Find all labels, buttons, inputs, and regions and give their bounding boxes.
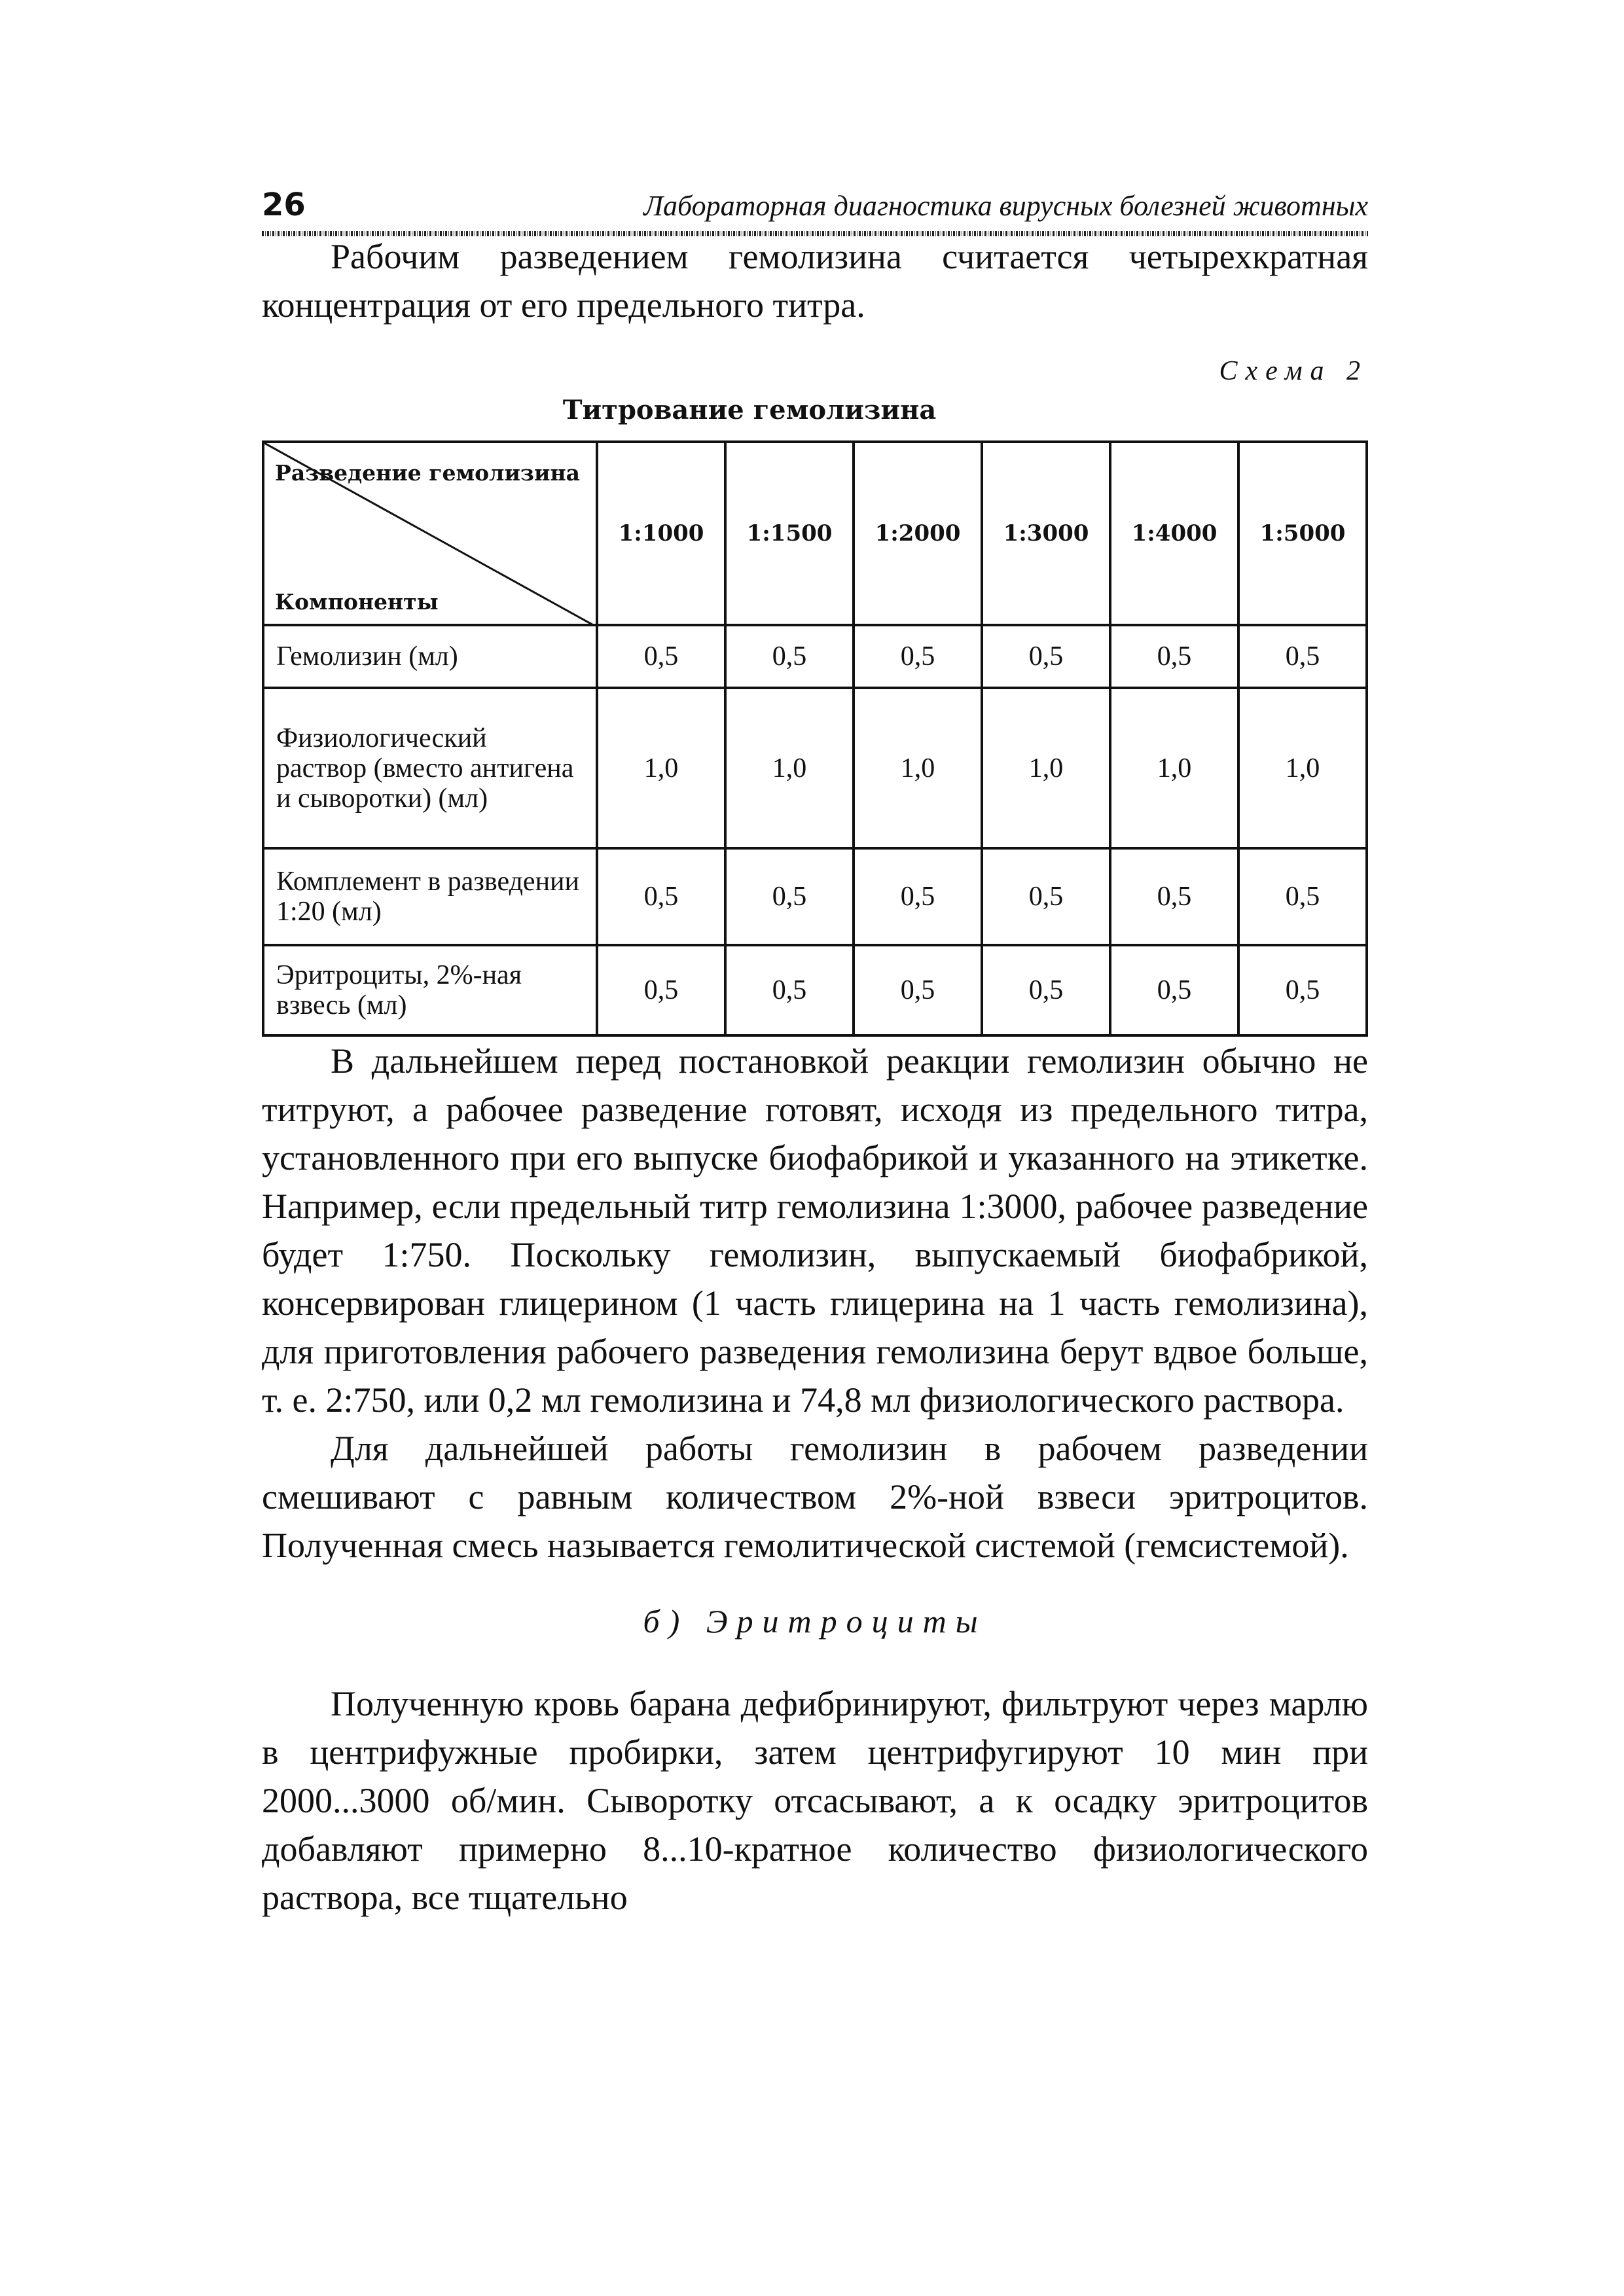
- table-cell: 0,5: [597, 848, 725, 945]
- table-cell: 0,5: [982, 848, 1110, 945]
- table-header-row: [263, 442, 1367, 625]
- corner-bottom-label: Компоненты: [275, 589, 439, 615]
- table-cell: 0,5: [1110, 848, 1238, 945]
- section-heading: б) Эритроциты: [643, 1603, 987, 1640]
- table-row: [263, 848, 1367, 945]
- table-cell: 0,5: [982, 945, 1110, 1035]
- titration-table: [262, 440, 1368, 1037]
- row-label: Физиологический раствор (вместо антигена и сыворотки) (мл): [263, 688, 597, 848]
- table-cell: 1,0: [725, 688, 854, 848]
- table-cell: 0,5: [1238, 945, 1367, 1035]
- table-cell: 0,5: [1238, 625, 1367, 688]
- intro-paragraph: Рабочим разведением гемолизина считается четырехкратная концентрация от его предельного титра.: [262, 237, 1368, 325]
- table-cell: 1,0: [854, 688, 982, 848]
- scheme-label: Схема 2: [1219, 356, 1368, 386]
- table-cell: 0,5: [725, 945, 854, 1035]
- table-row: [263, 625, 1367, 688]
- table-cell: 0,5: [854, 945, 982, 1035]
- table-cell: 1,0: [982, 688, 1110, 848]
- row-label: Эритроциты, 2%-ная взвесь (мл): [263, 945, 597, 1035]
- table-cell: 0,5: [982, 625, 1110, 688]
- body-paragraph: Для дальнейшей работы гемолизин в рабочем разведении смешивают с равным количеством 2%-ной взвеси эритроцитов. Полученная смесь называется гемолитической системой (гемсистемой).: [262, 1429, 1368, 1565]
- page-number: 26: [262, 187, 306, 223]
- page-content: [262, 187, 1368, 1922]
- table-cell: 1,0: [1110, 688, 1238, 848]
- corner-top-label: Разведение гемолизина: [275, 460, 580, 486]
- scheme-block: [262, 355, 1368, 440]
- corner-cell: [263, 442, 597, 625]
- table-cell: 0,5: [1110, 945, 1238, 1035]
- table-cell: 1,0: [1238, 688, 1367, 848]
- table-cell: 0,5: [597, 625, 725, 688]
- column-header: 1:1500: [725, 442, 854, 625]
- body-paragraph: В дальнейшем перед постановкой реакции гемолизин обычно не титруют, а рабочее разведение готовят, исходя из предельного титра, установленного при его выпуске биофабрикой и указанного на этикетке. Например, если предельный титр гемолизина 1:3000, рабочее разведение будет 1:750. Поскольку гемолизин, выпускаемый биофабрикой, консервирован глицерином (1 часть глицерина на 1 часть гемолизина), для приготовления рабочего разведения гемолизина берут вдвое больше, т. е. 2:750, или 0,2 мл гемолизина и 74,8 мл физиологического раствора.: [262, 1041, 1368, 1420]
- table-cell: 0,5: [1110, 625, 1238, 688]
- table-cell: 1,0: [597, 688, 725, 848]
- table-cell: 0,5: [725, 625, 854, 688]
- table-cell: 0,5: [854, 625, 982, 688]
- column-header: 1:5000: [1238, 442, 1367, 625]
- column-header: 1:3000: [982, 442, 1110, 625]
- table-row: [263, 945, 1367, 1035]
- table-title: Титрование гемолизина: [562, 395, 937, 425]
- running-title: Лабораторная диагностика вирусных болезней животных: [643, 190, 1368, 222]
- final-paragraph: Полученную кровь барана дефибринируют, фильтруют через марлю в центрифужные пробирки, затем центрифугируют 10 мин при 2000...3000 об/мин. Сыворотку отсасывают, а к осадку эритроцитов добавляют примерно 8...10-кратное количество физиологического раствора, все тщательно: [262, 1684, 1368, 1917]
- table-cell: 0,5: [725, 848, 854, 945]
- table-cell: 0,5: [1238, 848, 1367, 945]
- header-rule: [262, 231, 1368, 236]
- running-head: [262, 187, 1368, 232]
- row-label: Комплемент в разведении 1:20 (мл): [263, 848, 597, 945]
- table-row: [263, 688, 1367, 848]
- table-cell: 0,5: [597, 945, 725, 1035]
- row-label: Гемолизин (мл): [263, 625, 597, 688]
- column-header: 1:2000: [854, 442, 982, 625]
- table-cell: 0,5: [854, 848, 982, 945]
- column-header: 1:1000: [597, 442, 725, 625]
- column-header: 1:4000: [1110, 442, 1238, 625]
